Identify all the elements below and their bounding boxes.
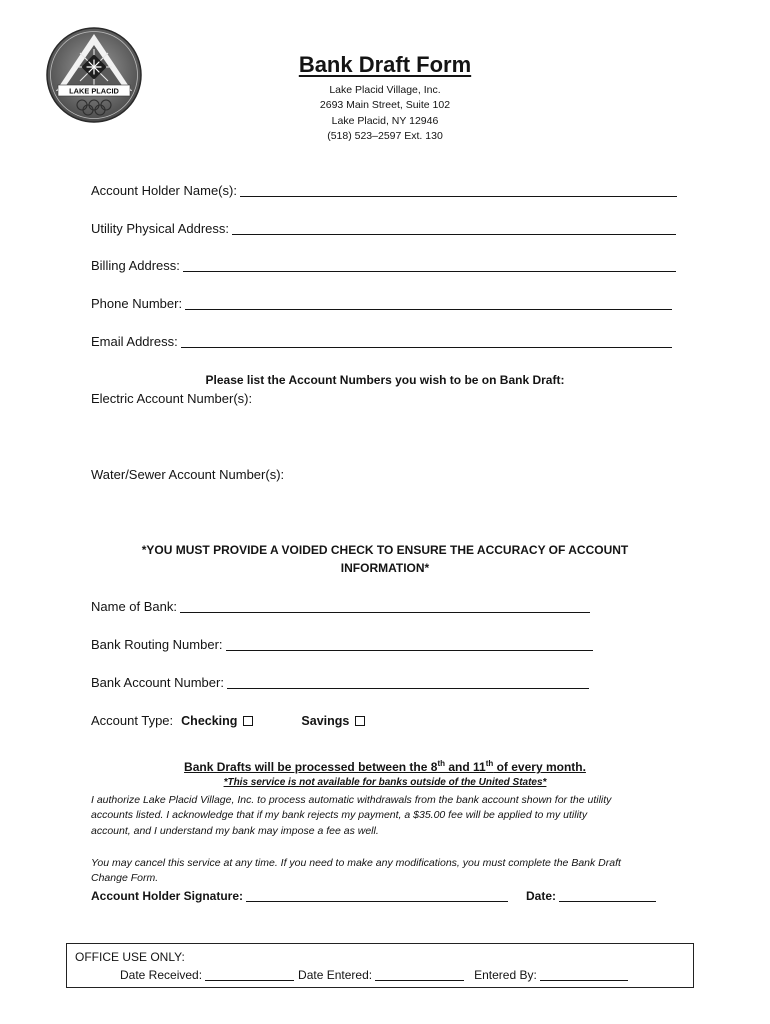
water-sewer-account-label: Water/Sewer Account Number(s): bbox=[91, 467, 285, 482]
billing-address-field[interactable] bbox=[183, 271, 676, 272]
physical-address-field[interactable] bbox=[232, 234, 676, 235]
authorization-line-2: accounts listed. I acknowledge that if my bank rejects my payment, a $35.00 fee will be applied to my utility bbox=[91, 809, 588, 821]
us-banks-restriction: *This service is not available for banks outside of the United States* bbox=[223, 777, 547, 788]
routing-number-row bbox=[91, 637, 593, 653]
savings-label: Savings bbox=[301, 714, 350, 728]
account-holder-label: Account Holder Name(s): bbox=[91, 183, 237, 198]
bank-name-field[interactable] bbox=[180, 612, 590, 613]
bank-name-label: Name of Bank: bbox=[91, 599, 177, 614]
date-entered-label: Date Entered: bbox=[298, 968, 373, 982]
phone-field[interactable] bbox=[185, 309, 672, 310]
cancellation-line-1: You may cancel this service at any time. If you need to make any modifications, you must complete the Bank Draft bbox=[91, 857, 621, 869]
signature-label: Account Holder Signature: bbox=[91, 889, 244, 903]
processing-ordinal-2: th bbox=[485, 759, 494, 768]
physical-address-row bbox=[91, 221, 676, 237]
authorization-line-3: account, and I understand my bank may impose a fee as well. bbox=[91, 825, 379, 837]
authorization-line-1: I authorize Lake Placid Village, Inc. to process automatic withdrawals from the bank account shown for the utility bbox=[91, 794, 612, 806]
entered-by-label: Entered By: bbox=[474, 968, 537, 982]
account-type-row bbox=[91, 713, 365, 729]
processing-text-part1: Bank Drafts will be processed between the 8 bbox=[184, 760, 438, 774]
phone-label: Phone Number: bbox=[91, 296, 183, 311]
processing-ordinal-1: th bbox=[437, 759, 446, 768]
account-holder-field[interactable] bbox=[240, 196, 677, 197]
signature-row bbox=[91, 888, 656, 904]
office-use-row bbox=[120, 967, 628, 983]
account-number-label: Bank Account Number: bbox=[91, 675, 224, 690]
account-number-row bbox=[91, 675, 589, 691]
physical-address-label: Utility Physical Address: bbox=[91, 221, 229, 236]
checking-label: Checking bbox=[181, 714, 238, 728]
org-name: Lake Placid Village, Inc. bbox=[329, 84, 441, 96]
savings-checkbox[interactable] bbox=[355, 716, 365, 726]
street-address: 2693 Main Street, Suite 102 bbox=[319, 99, 451, 111]
email-row bbox=[91, 334, 672, 350]
account-holder-row bbox=[91, 183, 677, 199]
electric-account-label: Electric Account Number(s): bbox=[91, 391, 253, 406]
routing-number-field[interactable] bbox=[226, 650, 593, 651]
date-received-field[interactable] bbox=[205, 980, 294, 981]
processing-schedule-notice bbox=[0, 759, 770, 775]
checking-checkbox[interactable] bbox=[243, 716, 253, 726]
account-number-field[interactable] bbox=[227, 688, 589, 689]
voided-check-notice-line2: INFORMATION* bbox=[340, 561, 430, 575]
cancellation-line-2: Change Form. bbox=[91, 872, 159, 884]
page-title: Bank Draft Form bbox=[298, 52, 472, 77]
billing-address-label: Billing Address: bbox=[91, 258, 180, 273]
logo-text: LAKE PLACID bbox=[69, 86, 119, 96]
voided-check-notice-line1: *YOU MUST PROVIDE A VOIDED CHECK TO ENSURE THE ACCURACY OF ACCOUNT bbox=[141, 543, 629, 557]
email-label: Email Address: bbox=[91, 334, 178, 349]
office-use-title: OFFICE USE ONLY: bbox=[75, 950, 185, 964]
phone-number-line: (518) 523–2597 Ext. 130 bbox=[327, 130, 443, 142]
routing-number-label: Bank Routing Number: bbox=[91, 637, 223, 652]
office-use-box bbox=[66, 943, 694, 988]
date-entered-field[interactable] bbox=[375, 980, 464, 981]
billing-address-row bbox=[91, 258, 676, 274]
signature-field[interactable] bbox=[246, 901, 508, 902]
account-type-label: Account Type: bbox=[91, 713, 174, 728]
signature-date-label: Date: bbox=[526, 889, 557, 903]
bank-name-row bbox=[91, 599, 590, 615]
processing-text-part3: of every month. bbox=[493, 760, 586, 774]
entered-by-field[interactable] bbox=[540, 980, 628, 981]
signature-date-field[interactable] bbox=[559, 901, 656, 902]
city-state-zip: Lake Placid, NY 12946 bbox=[331, 115, 439, 127]
account-numbers-heading: Please list the Account Numbers you wish to be on Bank Draft: bbox=[205, 373, 565, 387]
processing-text-part2: and 11 bbox=[445, 760, 486, 774]
phone-row bbox=[91, 296, 672, 312]
email-field[interactable] bbox=[181, 347, 672, 348]
date-received-label: Date Received: bbox=[120, 968, 203, 982]
